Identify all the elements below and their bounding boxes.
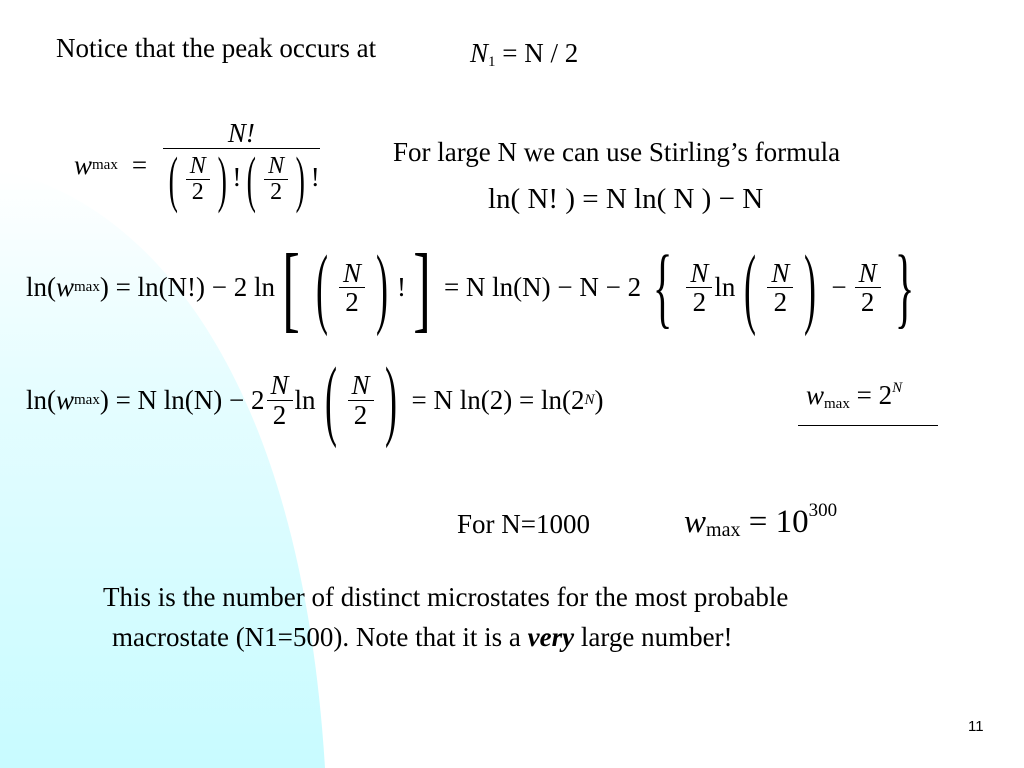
wmax-result: $w_{max} = 2^N$ — [806, 380, 903, 412]
conclusion-line-2: macrostate (N1=500). Note that it is a very large number! — [112, 622, 733, 652]
peak-formula: $N_1 = N / 2$ — [470, 38, 579, 70]
conclusion-line-1: This is the number of distinct microstates for the most probable — [103, 582, 789, 612]
wmax-1000-value: $w_{max} = 10^{300}$ — [684, 500, 838, 541]
for-n-1000-label: For N=1000 — [457, 509, 590, 539]
result-underline — [798, 425, 938, 426]
wmax-denominator: ( $\frac{N}{2}$ ) !( $\frac{N}{2}$ ) ! — [168, 145, 320, 214]
emphasis-very: very — [527, 622, 575, 652]
ln-wmax-expansion: ln( w max ) = ln(N!) − 2 ln [ ( $\frac{N}{2}$ ) ! ] = N ln(N) − N − 2 { $\frac{N}{2}$ ln ( $\frac{N}{2}$ ) − $\frac{N}{2}$ } — [26, 233, 914, 341]
wmax-definition: w max = N! ( $\frac{N}{2}$ ) !( $\frac{N}{2}$ ) ! — [74, 118, 320, 214]
stirling-formula: ln( N! ) = N ln( N ) − N — [488, 183, 764, 215]
stirling-intro: For large N we can use Stirling’s formula — [393, 137, 841, 167]
slide-page-number: 11 — [968, 718, 984, 735]
ln-wmax-simplified: ln( w max ) = N ln(N) − 2 $\frac{N}{2}$ ln ( $\frac{N}{2}$ ) = N ln(2) = ln(2 N ) — [26, 350, 604, 449]
wmax-numerator: N! — [163, 119, 320, 148]
peak-intro-text: Notice that the peak occurs at — [56, 33, 377, 63]
